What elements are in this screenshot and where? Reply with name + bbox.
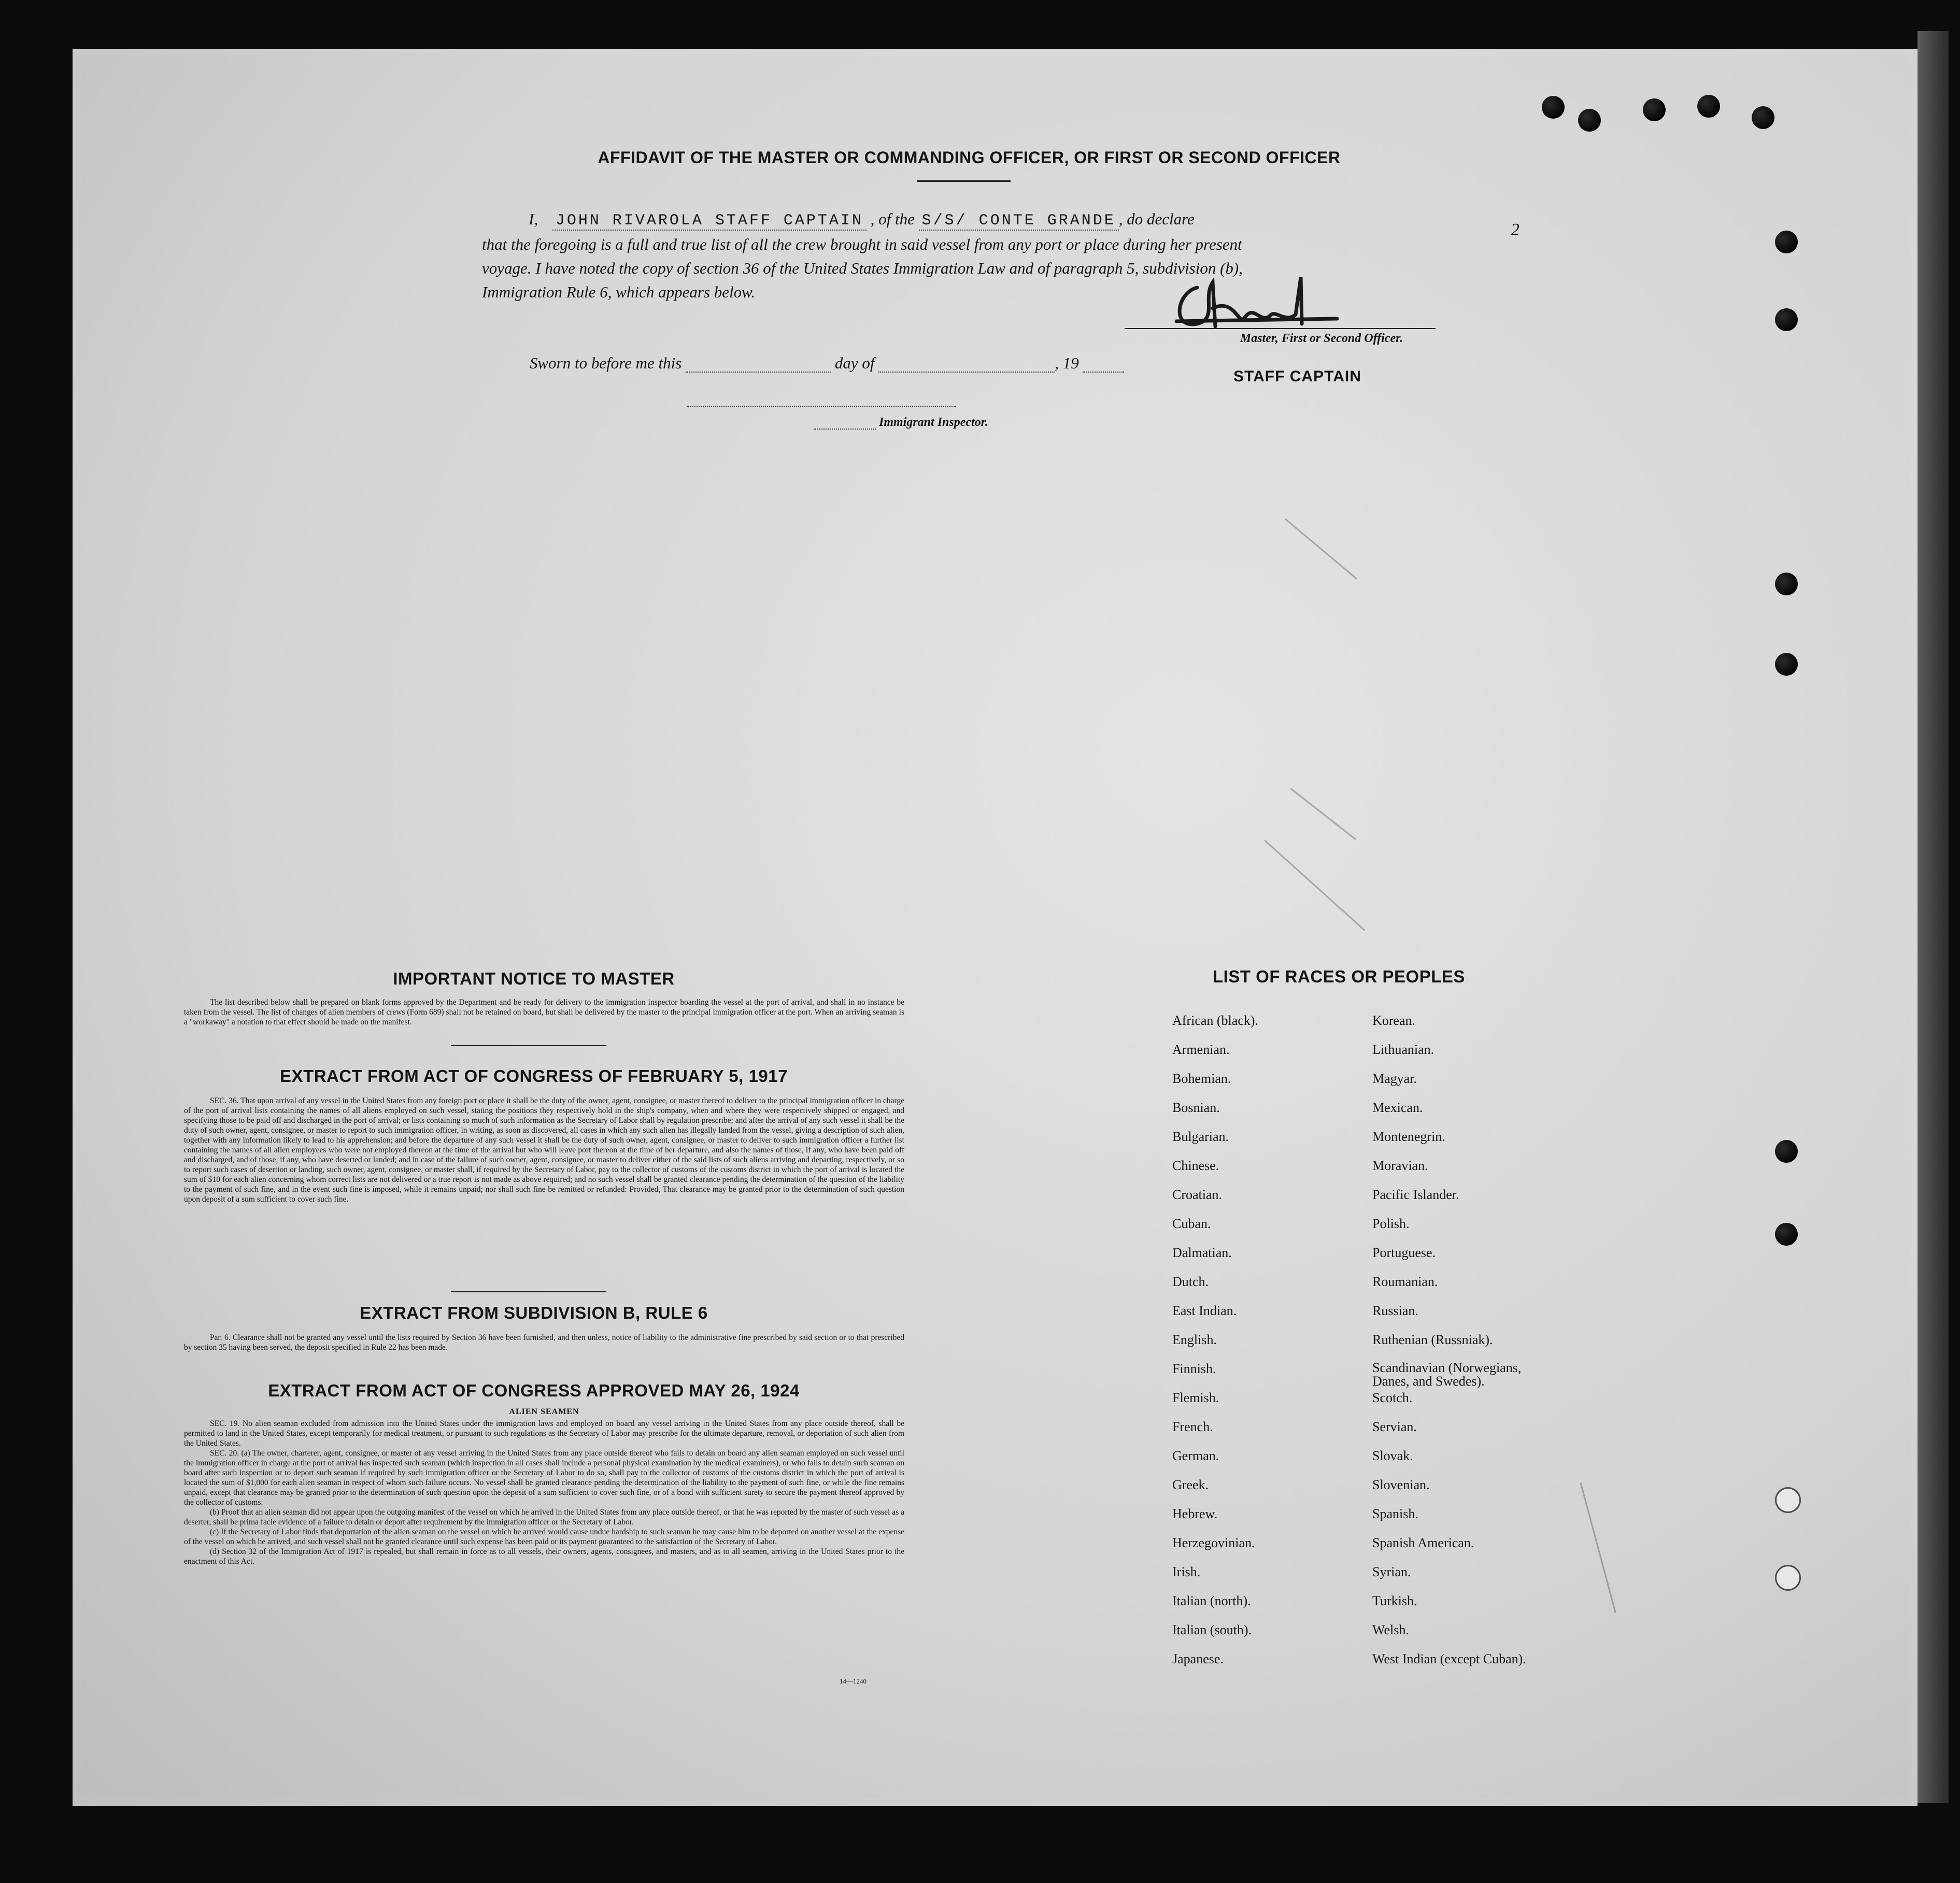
race-item: Herzegovinian. [1172, 1535, 1255, 1550]
race-item: Italian (south). [1172, 1622, 1252, 1637]
race-item: Bulgarian. [1172, 1129, 1229, 1144]
sworn-day-label: day of [834, 354, 875, 372]
officer-name-field: JOHN RIVAROLA STAFF CAPTAIN [552, 212, 867, 231]
notice-title: IMPORTANT NOTICE TO MASTER [393, 969, 675, 988]
inspector-blank [814, 421, 876, 430]
race-item: Croatian. [1172, 1187, 1223, 1202]
race-item: Moravian. [1372, 1158, 1428, 1173]
inspector-label [814, 416, 988, 430]
act-1924-title: EXTRACT FROM ACT OF CONGRESS APPROVED MAY 26, 1924 [268, 1381, 800, 1400]
officer-signature [1166, 267, 1342, 334]
alien-seamen-heading: ALIEN SEAMEN [509, 1407, 579, 1416]
page-number: 2 [1511, 220, 1519, 239]
race-item: Hebrew. [1172, 1506, 1218, 1521]
race-item: Montenegrin. [1372, 1129, 1445, 1144]
punch-hole [1775, 1223, 1798, 1246]
race-item: Ruthenian (Russniak). [1372, 1332, 1493, 1347]
race-item: Polish. [1372, 1216, 1410, 1231]
race-item: Dalmatian. [1172, 1245, 1232, 1260]
signature-line [1125, 328, 1436, 329]
punch-hole [1775, 573, 1798, 595]
race-item: Magyar. [1372, 1071, 1417, 1086]
race-item: Turkish. [1372, 1593, 1417, 1608]
races-title: LIST OF RACES OR PEOPLES [1213, 967, 1465, 986]
sec-20b-paragraph: (b) Proof that an alien seaman did not appear upon the outgoing manifest of the vessel on which he arrived in the United States from any place outside thereof, or that he was reported by the master of such vessel as a deserter, shall be prima facie evidence of a failure to detain or deport after requirement by the immigration officer or the Secretary of Labor. [184, 1508, 904, 1527]
race-item: Slovak. [1372, 1448, 1413, 1463]
punch-hole [1643, 98, 1666, 121]
sworn-prefix: Sworn to before me this [530, 354, 682, 372]
declaration-line-3: voyage. I have noted the copy of section 36 of the United States Immigration Law and of paragraph 5, subdivision (b), [482, 259, 1243, 277]
punch-hole [1752, 106, 1774, 129]
race-item: Scandinavian (Norwegians, Danes, and Swedes). [1372, 1360, 1522, 1389]
act-1917-title: EXTRACT FROM ACT OF CONGRESS OF FEBRUARY 5, 1917 [280, 1066, 788, 1086]
sworn-month-blank [878, 359, 1055, 373]
race-item: Welsh. [1372, 1622, 1409, 1637]
punch-hole [1542, 96, 1565, 119]
race-item: Flemish. [1172, 1390, 1219, 1405]
races-right-column [1372, 1013, 1559, 1680]
race-item: Japanese. [1172, 1651, 1224, 1666]
notice-paragraph: The list described below shall be prepared on blank forms approved by the Department and be ready for delivery to the immigration inspector boarding the vessel at the port of arrival, and shall in no instance be taken from the vessel. The list of changes of alien members of crews (Form 689) shall not be retained on board, but shall be delivered by the master to the principal immigration officer at the port. When an arriving seaman is a "workaway" a notation to that effect should be made on the manifest. [184, 998, 904, 1026]
sec-20a-paragraph: SEC. 20. (a) The owner, charterer, agent, consignee, or master of any vessel arriving in the United States from any place outside thereof who fails to detain on board any alien seaman employed on such vessel until the immigration officer in charge at the port of arrival has inspected such seaman (which inspection in all cases shall include a personal physical examination by the medical examiners), or who fails to detain such seaman on board after such inspection or to deport such seaman if required by such immigration officer or the Secretary of Labor to do so, shall pay to the collector of customs of the customs district in which the port of arrival is located the sum of $1,000 for each alien seaman in respect of whom such failure occurs. No vessel shall be granted clearance pending the determination of the liability to the payment of such fine, or while the fine remains unpaid, except that clearance may be granted prior to the determination of such question upon the deposit of a sum sufficient to cover such fine, or of a bond with sufficient surety to secure the payment thereof approved by the collector of customs. [184, 1449, 904, 1507]
race-item: English. [1172, 1332, 1217, 1347]
race-item: Chinese. [1172, 1158, 1219, 1173]
sworn-year-blank [1083, 359, 1124, 373]
race-item: Spanish American. [1372, 1535, 1474, 1550]
punch-hole [1775, 1487, 1801, 1513]
races-left-column [1172, 1013, 1258, 1680]
title-divider [917, 180, 1011, 182]
declaration-prefix: I, [529, 210, 538, 228]
sworn-year-label: , 19 [1055, 354, 1079, 372]
declaration-line-1 [482, 207, 1451, 233]
punch-hole [1697, 95, 1720, 118]
race-item: Pacific Islander. [1372, 1187, 1459, 1202]
race-item: Roumanian. [1372, 1274, 1438, 1289]
race-item: Lithuanian. [1372, 1042, 1435, 1057]
sworn-day-blank [686, 359, 831, 373]
act-1924-text [184, 1407, 904, 1566]
race-item: East Indian. [1172, 1303, 1237, 1318]
race-item: Slovenian. [1372, 1477, 1430, 1492]
notice-text [184, 997, 904, 1027]
race-item: Spanish. [1372, 1506, 1418, 1521]
rule-6-paragraph: Par. 6. Clearance shall not be granted any vessel until the lists required by Section 36 have been furnished, and then unless, notice of liability to the administrative fine prescribed by said section or to that prescribed by section 35 having been served, the deposit specified in Rule 22 has been made. [184, 1333, 904, 1352]
section-divider [451, 1045, 606, 1046]
race-item: Korean. [1372, 1013, 1416, 1028]
race-item: Dutch. [1172, 1274, 1209, 1289]
declaration-line-2: that the foregoing is a full and true list of all the crew brought in said vessel from any port or place during her present [482, 235, 1242, 253]
race-item: West Indian (except Cuban). [1372, 1651, 1526, 1666]
race-item: Portuguese. [1372, 1245, 1436, 1260]
race-item: French. [1172, 1419, 1213, 1434]
declaration-suffix: , do declare [1118, 210, 1195, 228]
race-item: Syrian. [1372, 1564, 1411, 1579]
race-item: Mexican. [1372, 1100, 1423, 1115]
sec-20d-paragraph: (d) Section 32 of the Immigration Act of 1917 is repealed, but shall remain in force as to all vessels, their owners, agents, consignees, and masters, and as to all seamen, arriving in the United States prior to the enactment of this Act. [184, 1547, 904, 1566]
race-item: African (black). [1172, 1013, 1259, 1028]
vessel-name-field: S/S/ CONTE GRANDE [919, 212, 1119, 231]
act-1917-paragraph: SEC. 36. That upon arrival of any vessel in the United States from any foreign port or place it shall be the duty of the owner, agent, consignee, or master thereof to deliver to the principal immigration officer in charge of the port of arrival lists containing the names of all aliens employed on such vessel, stating the positions they respectively hold in the ship's company, when and where they were respectively shipped or engaged, and specifying those to be paid off and discharged in the port of arrival; or lists containing so much of such information as the Secretary of Labor shall by regulation prescribe; and after the arrival of any such vessel it shall be the duty of such owner, agent, consignee, or master to report to such immigration officer, in writing, as soon as discovered, all cases in which any such alien has illegally landed from the vessel, giving a description of such alien, together with any information likely to lead to his apprehension; and before the departure of any such vessel it shall be the duty of such owner, agent, consignee, or master to deliver to such immigration officer a further list containing the names of all alien employees who were not employed thereon at the time of the arrival but who will leave port thereon at the time of her departure, and also the names of those, if any, who have been paid off and discharged, and of those, if any, who have deserted or landed; and in case of the failure of such owner, agent, consignee, or master to deliver either of the said lists of such aliens arriving and departing, respectively, or so to report such cases of desertion or landing, such owner, agent, consignee, or master shall, if required by the Secretary of Labor, pay to the collector of customs of the customs district in which the port of arrival is located the sum of $10 for each alien concerning whom correct lists are not delivered or a true report is not made as above required; and no such vessel shall be granted clearance pending the determination of the question of the liability to the payment of such fine, and in the event such fine is imposed, while it remains unpaid; nor shall such fine be remitted or refunded: Provided, That clearance may be granted prior to the determination of such question upon deposit of a sum sufficient to cover such fine. [184, 1096, 904, 1204]
race-item: Bosnian. [1172, 1100, 1220, 1115]
rule-6-text [184, 1333, 904, 1352]
punch-hole [1775, 231, 1798, 253]
signature-label: Master, First or Second Officer. [1240, 332, 1403, 345]
punch-hole [1578, 109, 1601, 132]
punch-hole [1775, 1140, 1798, 1163]
race-item: Greek. [1172, 1477, 1209, 1492]
punch-hole [1775, 308, 1798, 331]
page-edge [1918, 31, 1949, 1803]
race-item: German. [1172, 1448, 1219, 1463]
declaration-line-4: Immigration Rule 6, which appears below. [482, 283, 756, 301]
staff-captain-stamp: STAFF CAPTAIN [1233, 368, 1361, 385]
race-item: Russian. [1372, 1303, 1418, 1318]
inspector-label-text: Immigrant Inspector. [879, 416, 988, 429]
race-item: Finnish. [1172, 1361, 1216, 1376]
race-item: Servian. [1372, 1419, 1417, 1434]
race-item: Cuban. [1172, 1216, 1211, 1231]
affidavit-title: AFFIDAVIT OF THE MASTER OR COMMANDING OFFICER, OR FIRST OR SECOND OFFICER [598, 148, 1341, 167]
form-number: 14—1240 [840, 1677, 867, 1685]
race-item: Scotch. [1372, 1390, 1413, 1405]
punch-hole [1775, 1565, 1801, 1591]
punch-hole [1775, 653, 1798, 676]
sec-19-paragraph: SEC. 19. No alien seaman excluded from admission into the United States under the immigration laws and employed on board any vessel arriving in the United States from any place outside thereof, shall be permitted to land in the United States, except temporarily for medical treatment, or pursuant to such regulations as the Secretary of Labor may prescribe for the ultimate departure, removal, or deportation of such alien from the United States. [184, 1419, 904, 1448]
race-item: Armenian. [1172, 1042, 1230, 1057]
inspector-signature-line [687, 406, 956, 407]
sec-20c-paragraph: (c) If the Secretary of Labor finds that deportation of the alien seaman on the vessel on which he arrived would cause undue hardship to such seaman he may cause him to be deported on another vessel at the expense of the vessel on which he arrived, and such vessel shall not be granted clearance until such expense has been paid or its payment guaranteed to the satisfaction of the Secretary of Labor. [184, 1528, 904, 1546]
act-1917-text [184, 1096, 904, 1204]
race-item: Italian (north). [1172, 1593, 1251, 1608]
declaration-of-the: , of the [870, 210, 915, 228]
sworn-line [530, 354, 1124, 373]
rule-6-title: EXTRACT FROM SUBDIVISION B, RULE 6 [360, 1303, 708, 1322]
section-divider [451, 1291, 606, 1292]
race-item: Bohemian. [1172, 1071, 1231, 1086]
race-item: Irish. [1172, 1564, 1201, 1579]
